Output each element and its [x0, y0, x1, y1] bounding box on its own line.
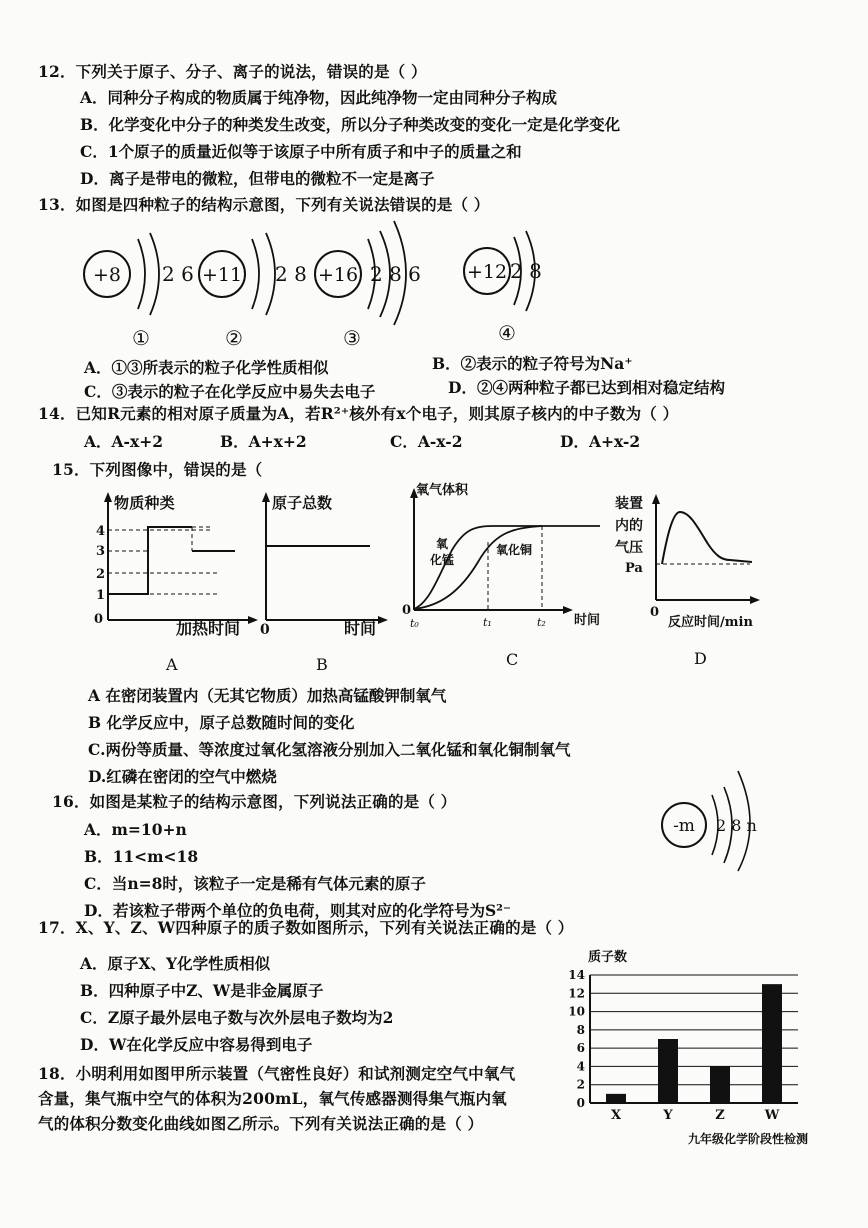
particle-4-shells: 2 8: [510, 259, 542, 283]
y-tick-label: 6: [576, 1041, 585, 1056]
svg-text:1: 1: [96, 588, 106, 603]
chart-ylabel: 质子数: [588, 950, 628, 965]
svg-text:氧: 氧: [436, 537, 449, 551]
particle-2-nucleus: +11: [201, 264, 243, 286]
svg-text:t₂: t₂: [537, 616, 546, 629]
y-tick-label: 12: [568, 986, 585, 1001]
graph-b-ylabel: 原子总数: [272, 494, 333, 512]
q15-stem: 15．下列图像中，错误的是（: [52, 460, 263, 479]
q16-option-a: A．m=10+n: [84, 820, 187, 839]
proton-number-chart: [560, 943, 810, 1128]
graph-a-xlabel: 加热时间: [176, 619, 241, 638]
q13-option-b: B．②表示的粒子符号为Na⁺: [432, 354, 633, 373]
q15-graphs: [80, 482, 780, 677]
svg-text:3: 3: [96, 544, 106, 559]
svg-text:Pa: Pa: [625, 561, 643, 576]
q15-option-a: A 在密闭装置内（无其它物质）加热高锰酸钾制氧气: [88, 686, 447, 705]
graph-d-letter: D: [694, 649, 707, 668]
y-tick-label: 8: [576, 1022, 585, 1037]
svg-text:t₁: t₁: [483, 616, 492, 629]
y-tick-label: 14: [568, 968, 585, 982]
q18-line2: 含量，集气瓶中空气的体积为200mL，氧气传感器测得集气瓶内氧: [38, 1089, 507, 1108]
y-tick-label: 4: [576, 1059, 585, 1074]
particle-4-nucleus: +12: [466, 261, 508, 283]
q16-option-c: C．当n=8时，该粒子一定是稀有气体元素的原子: [84, 874, 426, 893]
particle-3-nucleus: +16: [317, 264, 359, 286]
particle-1-diagram: [84, 233, 194, 350]
graph-b-xlabel: 时间: [344, 619, 377, 638]
graph-d: [615, 494, 760, 668]
bar-W: [762, 984, 782, 1103]
q15-option-c: C.两份等质量、等浓度过氧化氢溶液分别加入二氧化锰和氧化铜制氧气: [88, 740, 571, 759]
q17-option-a: A．原子X、Y化学性质相似: [80, 954, 271, 973]
particle-3-shells: 2 8 6: [370, 262, 421, 286]
q17-option-d: D．W在化学反应中容易得到电子: [80, 1035, 313, 1054]
svg-text:气压: 气压: [615, 540, 643, 556]
particle-2-shells: 2 8: [275, 262, 307, 286]
q16-nucleus: -m: [673, 816, 695, 836]
q12-stem: 12．下列关于原子、分子、离子的说法，错误的是（ ）: [38, 62, 427, 81]
q17-stem: 17．X、Y、Z、W四种原子的质子数如图所示，下列有关说法正确的是（ ）: [38, 918, 574, 937]
category-label-W: W: [764, 1108, 780, 1123]
svg-text:化锰: 化锰: [430, 553, 455, 567]
graph-c-ylabel: 氧气体积: [416, 483, 469, 498]
particle-3-label: ③: [343, 326, 361, 350]
category-label-Z: Z: [715, 1108, 725, 1123]
graph-a-ylabel: 物质种类: [114, 494, 175, 512]
q13-option-a: A．①③所表示的粒子化学性质相似: [84, 358, 329, 377]
q13-stem: 13．如图是四种粒子的结构示意图，下列有关说法错误的是（ ）: [38, 195, 490, 214]
graph-a: [94, 492, 258, 674]
svg-text:内的: 内的: [615, 518, 643, 534]
q17-option-c: C．Z原子最外层电子数与次外层电子数均为2: [80, 1008, 394, 1027]
graph-c: [402, 482, 600, 669]
graph-c-letter: C: [506, 650, 519, 669]
particle-1-shells: 2 6: [162, 262, 194, 286]
q16-particle-diagram: [650, 765, 770, 875]
y-tick-label: 10: [568, 1004, 585, 1019]
bar-Y: [658, 1039, 678, 1103]
graph-b: [260, 492, 388, 674]
particle-4-label: ④: [498, 321, 516, 345]
q15-option-d: D.红磷在密闭的空气中燃烧: [88, 767, 277, 786]
y-tick-label: 2: [576, 1077, 585, 1092]
svg-text:t₀: t₀: [410, 617, 419, 630]
bar-Z: [710, 1066, 730, 1103]
svg-text:0: 0: [650, 605, 660, 620]
particle-3-diagram: [315, 221, 421, 350]
y-tick-label: 0: [576, 1096, 585, 1110]
q13-particle-diagrams: [70, 215, 790, 355]
graph-d-xlabel: 反应时间/min: [668, 615, 753, 630]
q14-stem: 14．已知R元素的相对原子质量为A，若R²⁺核外有x个电子，则其原子核内的中子数为（ ）: [38, 404, 679, 423]
particle-2-label: ②: [225, 326, 243, 350]
graph-a-letter: A: [166, 655, 178, 674]
svg-text:2: 2: [96, 567, 106, 582]
svg-text:氧化铜: 氧化铜: [496, 543, 533, 557]
q14-option-d: D．A+x-2: [560, 432, 641, 451]
particle-1-nucleus: +8: [92, 264, 122, 286]
q12-option-c: C．1个原子的质量近似等于该原子中所有质子和中子的质量之和: [80, 142, 522, 161]
footer-label: 九年级化学阶段性检测: [688, 1132, 809, 1146]
q14-option-c: C．A-x-2: [390, 432, 463, 451]
graph-c-xlabel: 时间: [574, 613, 601, 628]
q12-option-d: D．离子是带电的微粒，但带电的微粒不一定是离子: [80, 169, 435, 188]
category-label-X: X: [610, 1108, 622, 1123]
particle-2-diagram: [199, 233, 307, 350]
q13-option-c: C．③表示的粒子在化学反应中易失去电子: [84, 382, 376, 401]
svg-text:0: 0: [94, 612, 104, 627]
q16-option-d: D．若该粒子带两个单位的负电荷，则其对应的化学符号为S²⁻: [84, 901, 512, 920]
q17-option-b: B．四种原子中Z、W是非金属原子: [80, 981, 324, 1000]
particle-4-diagram: [464, 231, 542, 345]
q12-option-b: B．化学变化中分子的种类发生改变，所以分子种类改变的变化一定是化学变化: [80, 115, 621, 134]
q14-option-a: A．A-x+2: [84, 432, 163, 451]
svg-text:0: 0: [402, 603, 412, 618]
q16-option-b: B．11<m<18: [84, 847, 199, 866]
category-label-Y: Y: [663, 1108, 673, 1123]
svg-text:装置: 装置: [615, 496, 643, 512]
bar-X: [606, 1094, 626, 1103]
svg-text:0: 0: [260, 622, 270, 638]
graph-b-letter: B: [316, 655, 328, 674]
q16-shells: 2 8 n: [716, 816, 757, 835]
q13-option-d: D．②④两种粒子都已达到相对稳定结构: [448, 378, 725, 397]
particle-1-label: ①: [132, 326, 150, 350]
q18-line3: 气的体积分数变化曲线如图乙所示。下列有关说法正确的是（ ）: [38, 1114, 484, 1133]
q12-option-a: A．同种分子构成的物质属于纯净物，因此纯净物一定由同种分子构成: [80, 88, 558, 107]
q18-line1: 18．小明利用如图甲所示装置（气密性良好）和试剂测定空气中氧气: [38, 1064, 516, 1083]
q14-option-b: B．A+x+2: [220, 432, 307, 451]
svg-text:4: 4: [96, 524, 106, 539]
q16-stem: 16．如图是某粒子的结构示意图，下列说法正确的是（ ）: [52, 792, 457, 811]
q15-option-b: B 化学反应中，原子总数随时间的变化: [88, 713, 355, 732]
